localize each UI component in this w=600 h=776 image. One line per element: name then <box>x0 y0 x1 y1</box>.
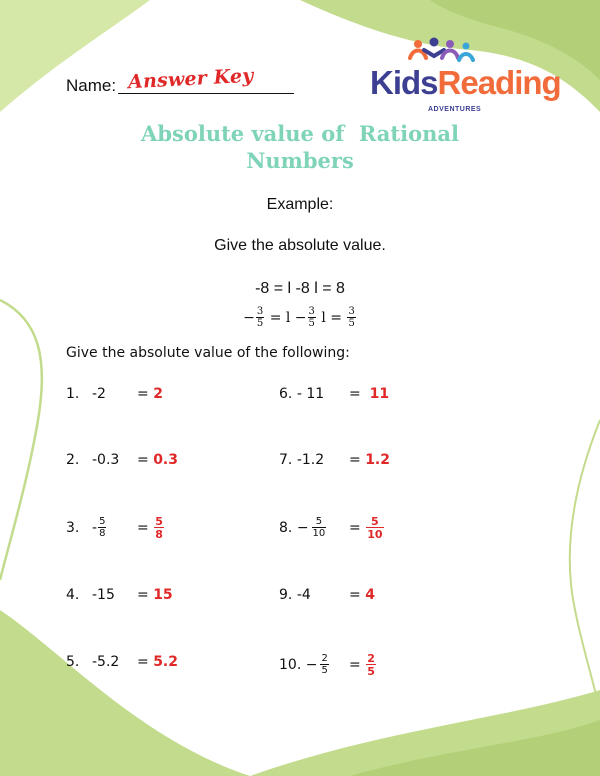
problem-number: 4. <box>66 587 80 603</box>
answer-value: 15 <box>153 587 173 603</box>
problem-number: 2. <box>66 452 80 468</box>
problem-expression: -1.2 <box>296 452 325 468</box>
equation-middle: = l − <box>265 310 307 326</box>
problem-number: 3. <box>66 520 80 536</box>
fraction: $\frac{5}{10}$ <box>312 516 326 539</box>
problem-3 <box>66 511 106 545</box>
problem-6 <box>279 386 324 402</box>
answer-key-text: Answer Key <box>127 64 255 94</box>
problem-number: 1. <box>66 386 80 402</box>
answer-7: = 1.2 <box>349 452 390 468</box>
problem-7 <box>279 452 324 468</box>
fraction: $\frac{2}{5}$ <box>321 653 328 676</box>
problem-expression: -0.3 <box>92 452 120 468</box>
title-line-2: Numbers <box>246 148 354 173</box>
fraction: $\frac{3}{5}$ <box>348 306 355 329</box>
problem-number: 10. <box>279 657 302 673</box>
problem-expression: - $\frac{5}{8}$ <box>92 516 106 539</box>
name-label: Name: <box>66 76 117 95</box>
answer-value: 1.2 <box>365 452 390 468</box>
answer-6: = 11 <box>349 386 390 402</box>
fraction: $\frac{3}{5}$ <box>308 306 315 329</box>
answer-fraction: $\frac{5}{10}$ <box>367 515 383 541</box>
logo-subtitle: ADVENTURES <box>428 106 482 113</box>
example-instruction: Give the absolute value. <box>214 237 386 254</box>
problem-4 <box>66 587 115 603</box>
equation-end: l = <box>316 310 347 326</box>
fraction: $\frac{3}{5}$ <box>256 306 264 329</box>
fraction: $\frac{5}{8}$ <box>99 516 106 539</box>
answer-10: = $\frac{2}{5}$ <box>349 652 375 678</box>
minus-sign: − <box>243 310 255 326</box>
answer-9: = 4 <box>349 587 375 603</box>
problem-1 <box>66 386 106 402</box>
problem-2 <box>66 452 120 468</box>
problem-expression: -4 <box>296 587 311 603</box>
worksheet-title <box>60 120 540 174</box>
exercise-instructions: Give the absolute value of the following: <box>66 345 350 361</box>
example-label: Example: <box>266 196 334 213</box>
answer-value: 0.3 <box>153 452 178 468</box>
bottom-left-green-shape <box>0 610 250 776</box>
answer-3: = $\frac{5}{8}$ <box>137 515 163 541</box>
problem-expression: -15 <box>92 587 115 603</box>
problem-number: 9. <box>279 587 293 603</box>
problem-5 <box>66 654 120 670</box>
answer-8: = $\frac{5}{10}$ <box>349 515 383 541</box>
answer-fraction: $\frac{2}{5}$ <box>367 652 375 678</box>
problem-9 <box>279 587 311 603</box>
problem-10: 10. − $\frac{2}{5}$ <box>279 653 328 676</box>
example-equation-1: -8 = l -8 l = 8 <box>255 280 345 297</box>
problem-expression: - 11 <box>296 386 325 402</box>
problem-number: 8. <box>279 520 293 536</box>
answer-4: = 15 <box>137 587 173 603</box>
answer-2: = 0.3 <box>137 452 178 468</box>
right-curve-line <box>570 420 600 720</box>
name-underline <box>118 93 294 94</box>
logo-kids: Kids <box>370 64 438 101</box>
answer-fraction: $\frac{5}{8}$ <box>155 515 163 541</box>
problem-number: 6. <box>279 386 293 402</box>
answer-value: 4 <box>365 587 375 603</box>
logo-wordmark <box>370 64 561 102</box>
problem-expression: -2 <box>92 386 106 402</box>
title-line-1: Absolute value of Rational <box>141 121 459 146</box>
logo-reading: Reading <box>437 64 561 101</box>
answer-value: 11 <box>369 386 390 402</box>
problem-expression: -5.2 <box>92 654 120 670</box>
problem-8: 8. − $\frac{5}{10}$ <box>279 516 326 539</box>
answer-1: = 2 <box>137 386 163 402</box>
left-curve-line <box>0 300 42 580</box>
problem-number: 5. <box>66 654 80 670</box>
problem-number: 7. <box>279 452 293 468</box>
kids-reading-logo <box>358 36 561 120</box>
answer-value: 2 <box>153 386 163 402</box>
answer-value: 5.2 <box>153 654 178 670</box>
answer-5: = 5.2 <box>137 654 178 670</box>
example-equation-2 <box>0 301 600 335</box>
